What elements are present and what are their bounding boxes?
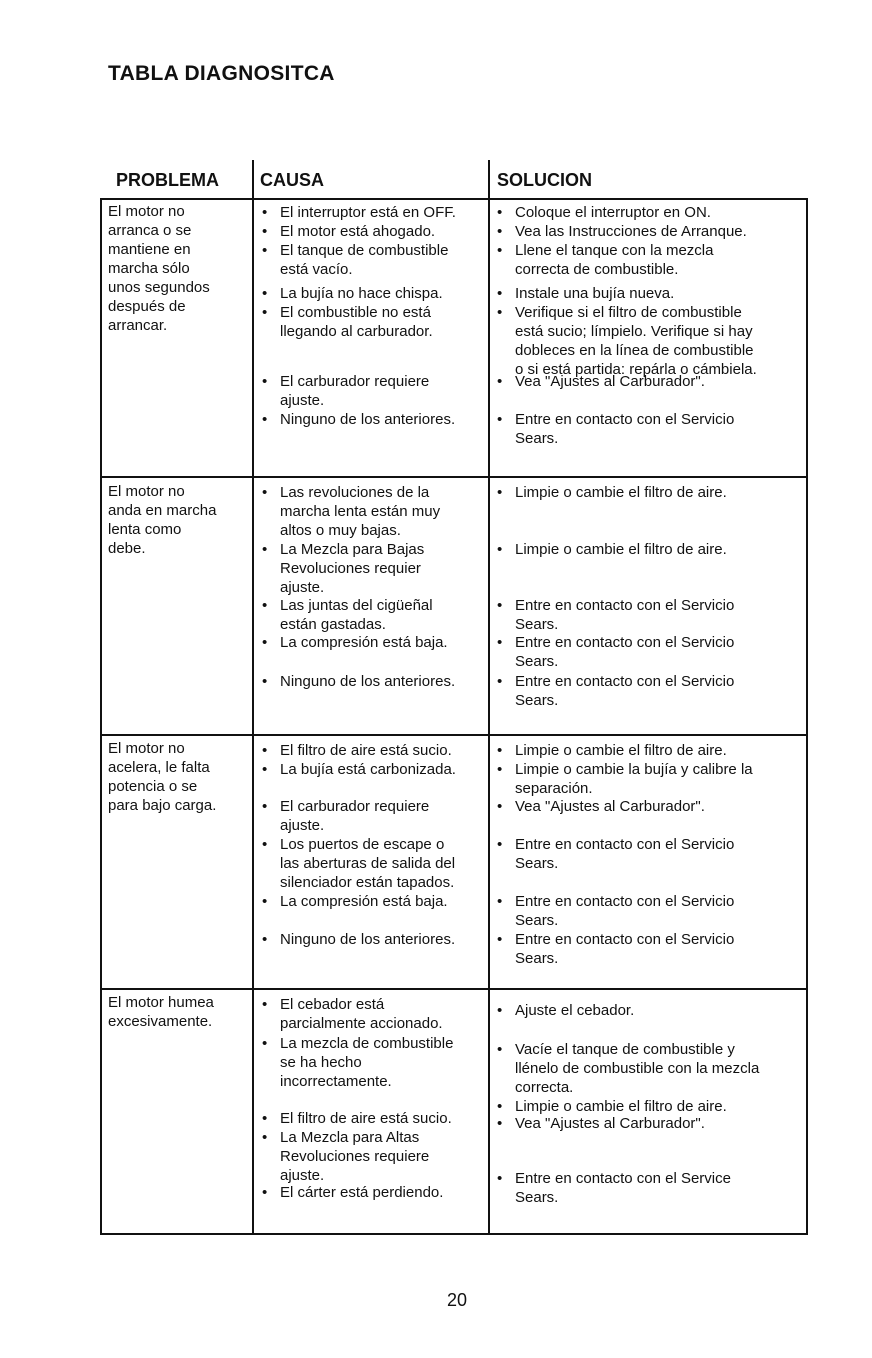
solution-text: Limpie o cambie el filtro de aire.	[515, 484, 727, 501]
bullet-icon: •	[497, 304, 503, 321]
bullet-icon: •	[262, 1035, 268, 1052]
problem-text: El motor no anda en marcha lenta como debe.	[108, 483, 217, 557]
bullet-icon: •	[262, 204, 268, 221]
bullet-icon: •	[262, 373, 268, 390]
page-number: 20	[447, 1290, 468, 1310]
page-title: TABLA DIAGNOSITCA	[108, 62, 335, 85]
cause-text: El combustible no está llegando al carburador.	[280, 304, 433, 340]
bullet-icon: •	[262, 1129, 268, 1146]
cause-text: Ninguno de los anteriores.	[280, 673, 456, 690]
solution-text: Vacíe el tanque de combustible y llénelo de combustible con la mezcla correcta.	[515, 1041, 760, 1096]
solution-text: Entre en contacto con el Servicio Sears.	[515, 597, 735, 633]
bullet-icon: •	[497, 931, 503, 948]
cause-text: El tanque de combustible está vacío.	[280, 242, 449, 278]
solution-text: Instale una bujía nueva.	[515, 285, 675, 302]
bullet-icon: •	[262, 742, 268, 759]
bullet-icon: •	[497, 373, 503, 390]
bullet-icon: •	[497, 541, 503, 558]
bullet-icon: •	[497, 836, 503, 853]
cause-text: Ninguno de los anteriores.	[280, 411, 456, 428]
bullet-icon: •	[497, 242, 503, 259]
solution-text: Limpie o cambie el filtro de aire.	[515, 742, 727, 759]
cause-text: Los puertos de escape o las aberturas de salida del silenciador están tapados.	[280, 836, 456, 891]
bullet-icon: •	[262, 223, 268, 240]
bullet-icon: •	[497, 285, 503, 302]
header-problem: PROBLEMA	[116, 170, 219, 190]
bullet-icon: •	[262, 634, 268, 651]
problem-text: El motor no arranca o se mantiene en marcha sólo unos segundos después de arrancar.	[108, 203, 210, 334]
table-bottom-border	[100, 1233, 808, 1235]
header-solution: SOLUCION	[497, 170, 593, 190]
cause-text: La mezcla de combustible se ha hecho incorrectamente.	[280, 1035, 454, 1090]
bullet-icon: •	[262, 673, 268, 690]
cause-text: La Mezcla para Altas Revoluciones requiere ajuste.	[280, 1129, 430, 1184]
solution-text: Vea "Ajustes al Carburador".	[515, 798, 705, 815]
bullet-icon: •	[497, 1170, 503, 1187]
bullet-icon: •	[497, 634, 503, 651]
solution-text: Vea las Instrucciones de Arranque.	[515, 223, 747, 240]
bullet-icon: •	[262, 893, 268, 910]
bullet-icon: •	[497, 1098, 503, 1115]
solution-text: Entre en contacto con el Service Sears.	[515, 1170, 731, 1206]
cause-text: El carburador requiere ajuste.	[280, 798, 430, 834]
bullet-icon: •	[497, 761, 503, 778]
problem-text: El motor humea excesivamente.	[108, 994, 214, 1030]
bullet-icon: •	[497, 223, 503, 240]
bullet-icon: •	[262, 597, 268, 614]
bullet-icon: •	[497, 742, 503, 759]
bullet-icon: •	[262, 761, 268, 778]
solution-text: Vea "Ajustes al Carburador".	[515, 1115, 705, 1132]
bullet-icon: •	[497, 673, 503, 690]
bullet-icon: •	[262, 1184, 268, 1201]
bullet-icon: •	[497, 893, 503, 910]
solution-text: Entre en contacto con el Servicio Sears.	[515, 634, 735, 670]
solution-text: Vea "Ajustes al Carburador".	[515, 373, 705, 390]
divider-problem-cause	[252, 160, 254, 1235]
row-divider	[100, 734, 808, 736]
cause-text: El carburador requiere ajuste.	[280, 373, 430, 409]
bullet-icon: •	[262, 541, 268, 558]
solution-text: Entre en contacto con el Servicio Sears.	[515, 673, 735, 709]
header-rule	[100, 198, 808, 200]
header-cause: CAUSA	[260, 170, 325, 190]
cause-text: Las revoluciones de la marcha lenta están muy altos o muy bajas.	[280, 484, 441, 539]
cause-text: El interruptor está en OFF.	[280, 204, 456, 221]
solution-text: Verifique si el filtro de combustible está sucio; límpielo. Verifique si hay dobleces en la línea de combustible o si está partida: repárla o cámbiela.	[515, 304, 757, 378]
cause-text: Las juntas del cigüeñal están gastadas.	[280, 597, 433, 633]
solution-text: Llene el tanque con la mezcla correcta de combustible.	[515, 242, 714, 278]
bullet-icon: •	[497, 798, 503, 815]
bullet-icon: •	[262, 411, 268, 428]
row-divider	[100, 476, 808, 478]
cause-text: El cárter está perdiendo.	[280, 1184, 444, 1201]
cause-text: El filtro de aire está sucio.	[280, 742, 452, 759]
cause-text: La bujía está carbonizada.	[280, 761, 456, 778]
solution-text: Ajuste el cebador.	[515, 1002, 635, 1019]
bullet-icon: •	[262, 1110, 268, 1127]
bullet-icon: •	[497, 1115, 503, 1132]
solution-text: Limpie o cambie el filtro de aire.	[515, 1098, 727, 1115]
bullet-icon: •	[262, 836, 268, 853]
row-divider	[100, 988, 808, 990]
bullet-icon: •	[497, 1041, 503, 1058]
cause-text: Ninguno de los anteriores.	[280, 931, 456, 948]
bullet-icon: •	[497, 411, 503, 428]
solution-text: Coloque el interruptor en ON.	[515, 204, 711, 221]
bullet-icon: •	[262, 285, 268, 302]
bullet-icon: •	[262, 484, 268, 501]
cause-text: La Mezcla para Bajas Revoluciones requier ajuste.	[280, 541, 425, 596]
cause-text: La compresión está baja.	[280, 893, 448, 910]
bullet-icon: •	[262, 242, 268, 259]
solution-text: Entre en contacto con el Servicio Sears.	[515, 836, 735, 872]
bullet-icon: •	[497, 204, 503, 221]
solution-text: Entre en contacto con el Servicio Sears.	[515, 411, 735, 447]
bullet-icon: •	[262, 798, 268, 815]
cause-text: El cebador está parcialmente accionado.	[280, 996, 443, 1032]
solution-text: Entre en contacto con el Servicio Sears.	[515, 893, 735, 929]
bullet-icon: •	[262, 931, 268, 948]
solution-text: Entre en contacto con el Servicio Sears.	[515, 931, 735, 967]
cause-text: El motor está ahogado.	[280, 223, 436, 240]
solution-text: Limpie o cambie el filtro de aire.	[515, 541, 727, 558]
bullet-icon: •	[497, 597, 503, 614]
problem-text: El motor no acelera, le falta potencia o se para bajo carga.	[108, 740, 217, 814]
cause-text: La bujía no hace chispa.	[280, 285, 443, 302]
bullet-icon: •	[497, 1002, 503, 1019]
cause-text: La compresión está baja.	[280, 634, 448, 651]
solution-text: Limpie o cambie la bujía y calibre la separación.	[515, 761, 753, 797]
bullet-icon: •	[262, 996, 268, 1013]
bullet-icon: •	[497, 484, 503, 501]
table-left-border	[100, 198, 102, 1235]
cause-text: El filtro de aire está sucio.	[280, 1110, 452, 1127]
bullet-icon: •	[262, 304, 268, 321]
